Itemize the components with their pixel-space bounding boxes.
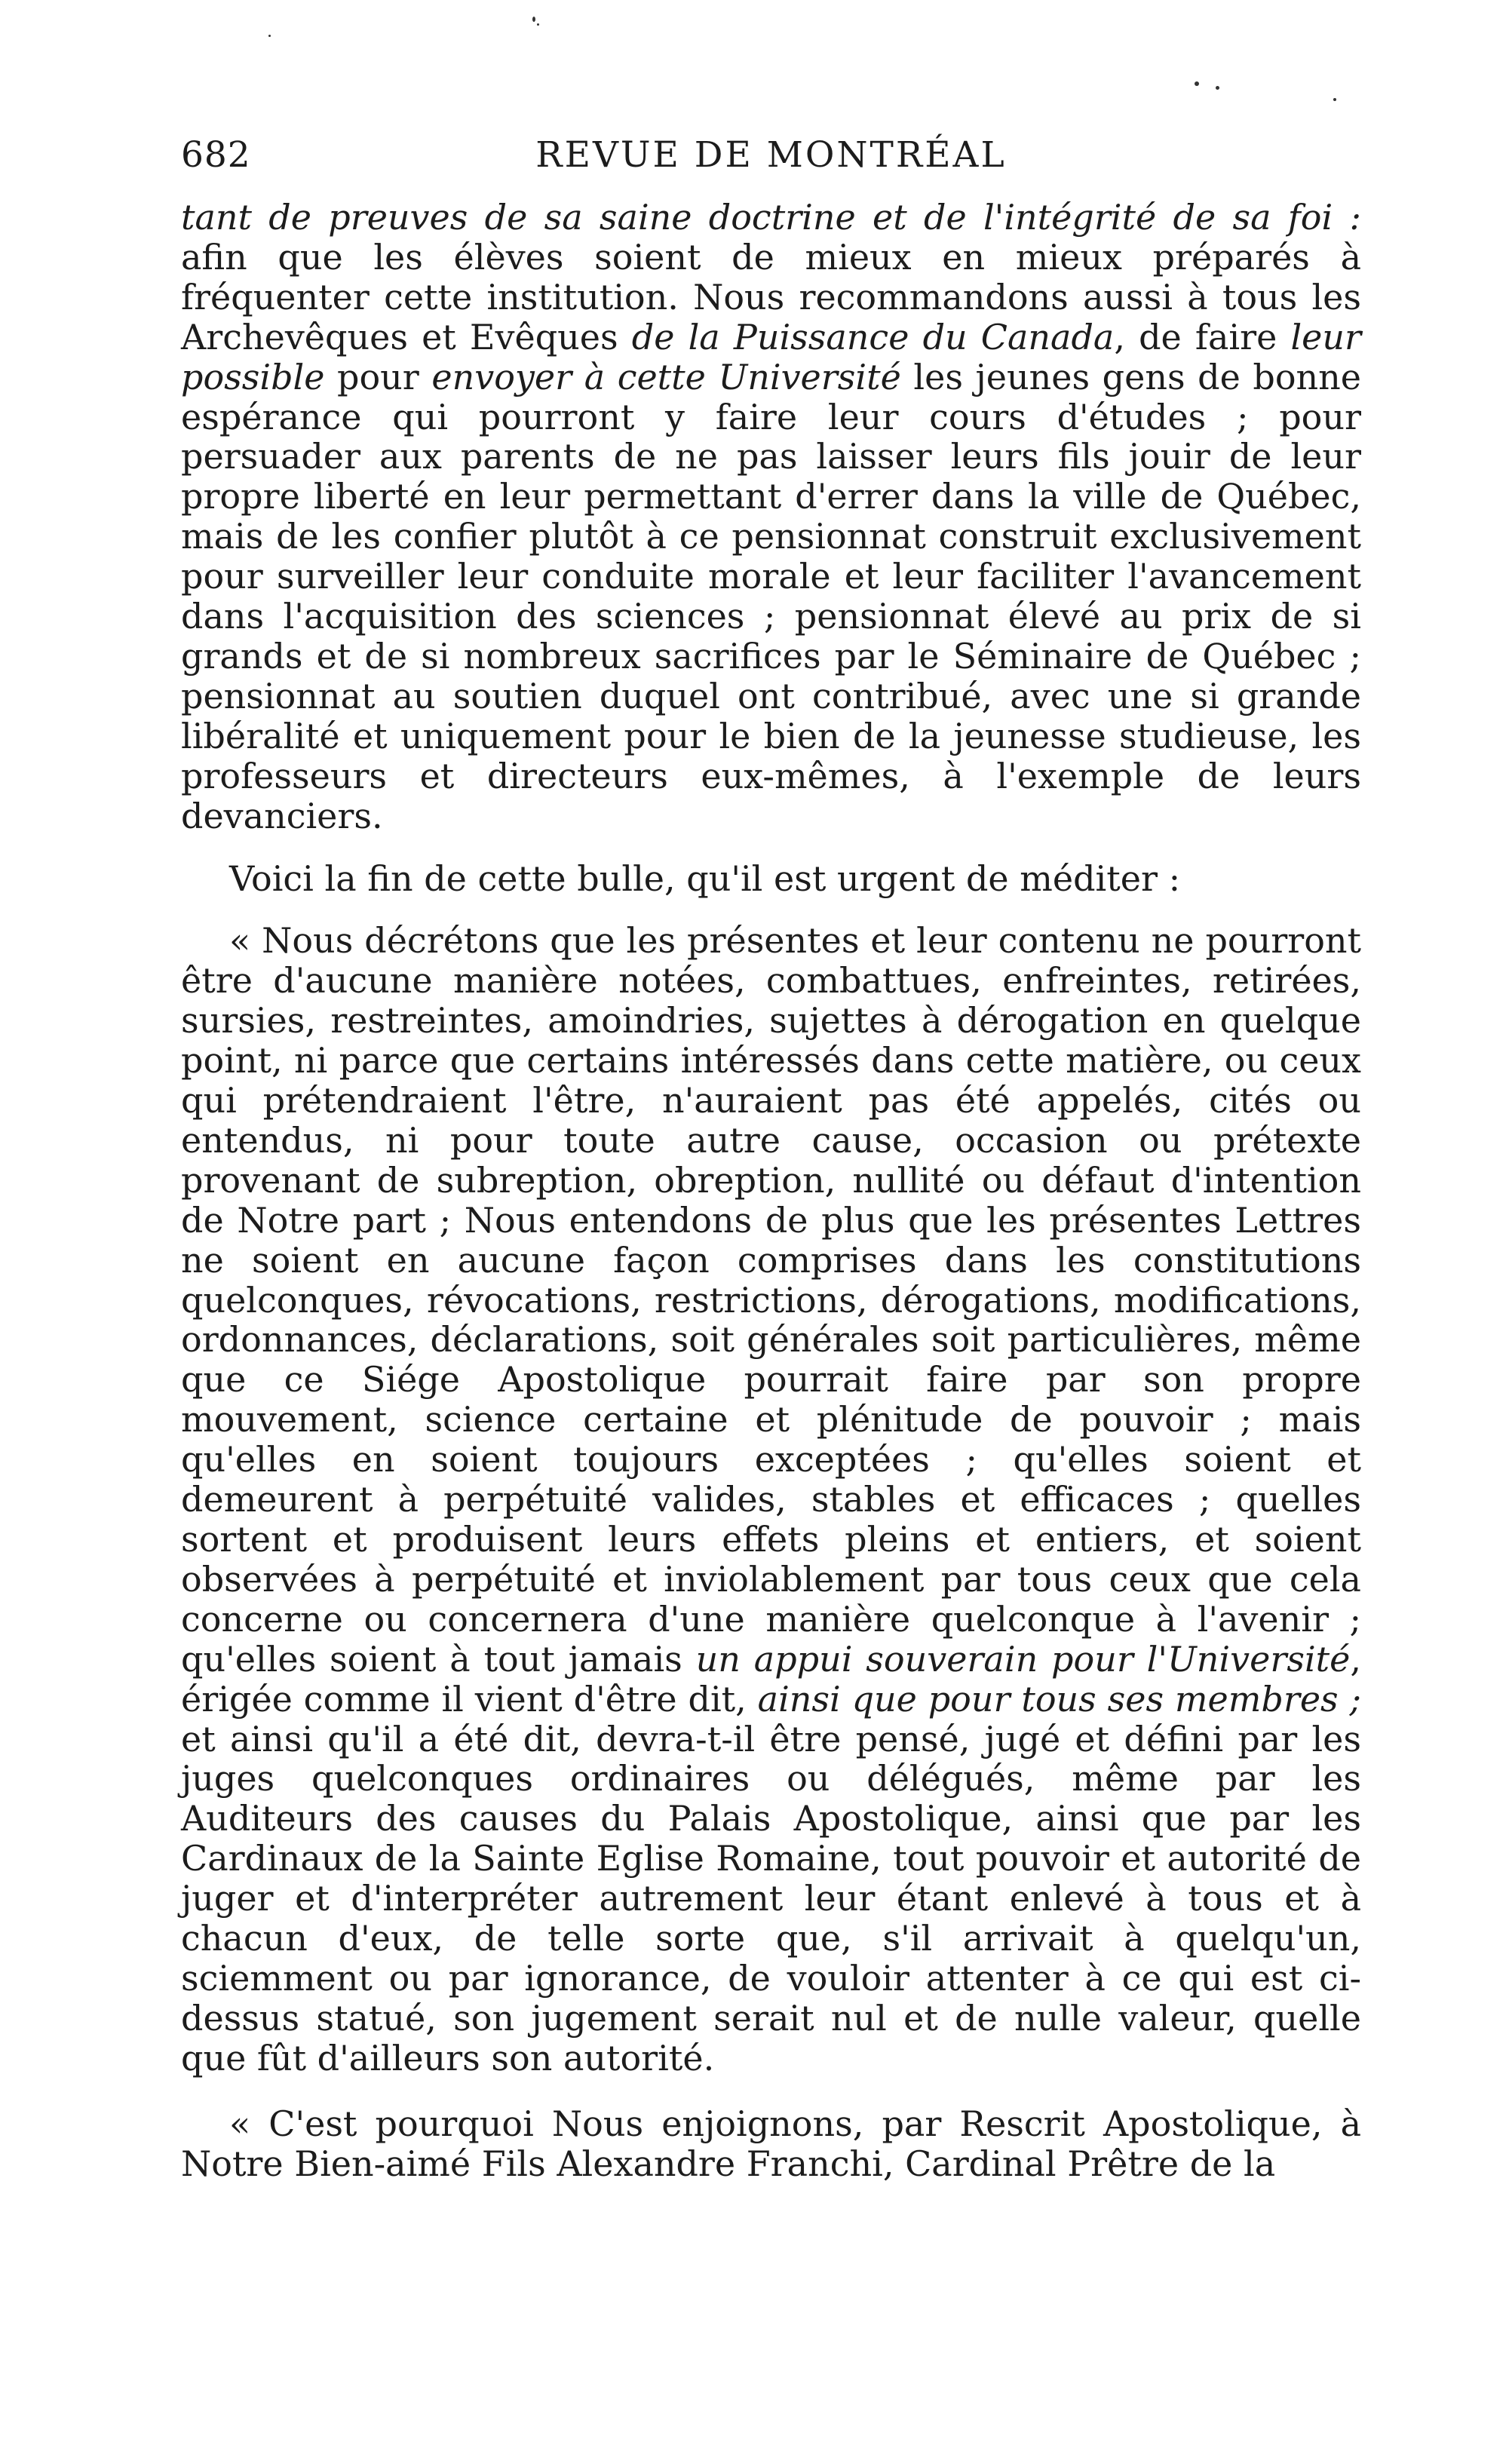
- italic-text-run: tant de preuves de sa saine doctrine et de l'intégrité de sa foi :: [181, 197, 1361, 238]
- italic-text-run: envoyer à cette Université: [431, 356, 901, 397]
- page-body: [181, 198, 1361, 2184]
- text-run: afin que les élèves soient de mieux en mieux préparés à fréquenter cette institution. Nous recommandons aussi à tous les Archevêques et Evêques: [181, 236, 1361, 357]
- page-number: 682: [181, 134, 251, 176]
- text-run: les jeunes gens de bonne espérance qui pourront y faire leur cours d'études ; pour persuader aux parents de ne pas laisser leurs fils jouir de leur propre liberté en leur permettant d'errer dans la ville de Québec, mais de les confier plutôt à ce pensionnat construit exclusivement pour surveiller leur conduite morale et leur faciliter l'avancement dans l'acquisition des sciences ; pensionnat élevé au prix de si grands et de si nombreux sacrifices par le Séminaire de Québec ; pensionnat au soutien duquel ont contribué, avec une si grande libéralité et uniquement pour le bien de la jeunesse studieuse, les professeurs et directeurs eux-mêmes, à l'exemple de leurs devanciers.: [181, 356, 1362, 836]
- text-run: « C'est pourquoi Nous enjoignons, par Rescrit Apostolique, à Notre Bien-aimé Fils Alexandre Franchi, Cardinal Prêtre de la: [181, 2103, 1361, 2184]
- text-run: Voici la fin de cette bulle, qu'il est urgent de méditer :: [229, 857, 1181, 899]
- text-run: , de faire: [1114, 316, 1291, 357]
- text-run: , érigée comme il vient d'être dit,: [181, 1638, 1361, 1720]
- italic-text-run: leur possible: [181, 316, 1362, 397]
- italic-text-run: ainsi que pour tous ses membres ;: [757, 1678, 1362, 1720]
- text-run: pour: [324, 356, 432, 397]
- italic-text-run: un appui souverain pour l'Université: [695, 1638, 1351, 1680]
- running-title: REVUE DE MONTRÉAL: [535, 134, 1007, 176]
- paragraph-bull-quote: [181, 921, 1361, 2078]
- scan-specks: [0, 0, 1512, 151]
- text-run: « Nous décrétons que les présentes et leur contenu ne pourront être d'aucune manière notées, combattues, enfreintes, retirées, sursies, restreintes, amoindries, sujettes à dérogation en quelque point, ni parce que certains intéressés dans cette matière, ou ceux qui prétendraient l'être, n'auraient pas été appelés, cités ou entendus, ni pour toute autre cause, occasion ou prétexte provenant de subreption, obreption, nullité ou défaut d'intention de Notre part ; Nous entendons de plus que les présentes Lettres ne soient en aucune façon comprises dans les constitutions quelconques, révocations, restrictions, dérogations, modifications, ordonnances, déclarations, soit générales soit particulières, même que ce Siége Apostolique pourrait faire par son propre mouvement, science certaine et plénitude de pouvoir ; mais qu'elles en soient toujours exceptées ; qu'elles soient et demeurent à perpétuité valides, stables et efficaces ; quelles sortent et produisent leurs effets pleins et entiers, et soient observées à perpétuité et inviolablement par tous ceux que cela concerne ou concernera d'une manière quelconque à l'avenir ; qu'elles soient à tout jamais: [181, 920, 1361, 1680]
- text-run: et ainsi qu'il a été dit, devra-t-il être pensé, jugé et défini par les juges quelconques ordinaires ou délégués, même par les Auditeurs des causes du Palais Apostolique, ainsi que par les Cardinaux de la Sainte Eglise Romaine, tout pouvoir et autorité de juger et d'interpréter autrement leur étant enlevé à tous et à chacun d'eux, de telle sorte que, s'il arrivait à quelqu'un, sciemment ou par ignorance, de vouloir attenter à ce qui est ci-dessus statué, son jugement serait nul et de nulle valeur, quelle que fût d'ailleurs son autorité.: [181, 1718, 1361, 2079]
- paragraph-continuation: [181, 198, 1361, 836]
- italic-text-run: de la Puissance du Canada: [631, 316, 1115, 357]
- page-header: [181, 134, 1361, 179]
- paragraph-intro-quote: [181, 859, 1361, 899]
- paragraph-rescript: [181, 2104, 1361, 2184]
